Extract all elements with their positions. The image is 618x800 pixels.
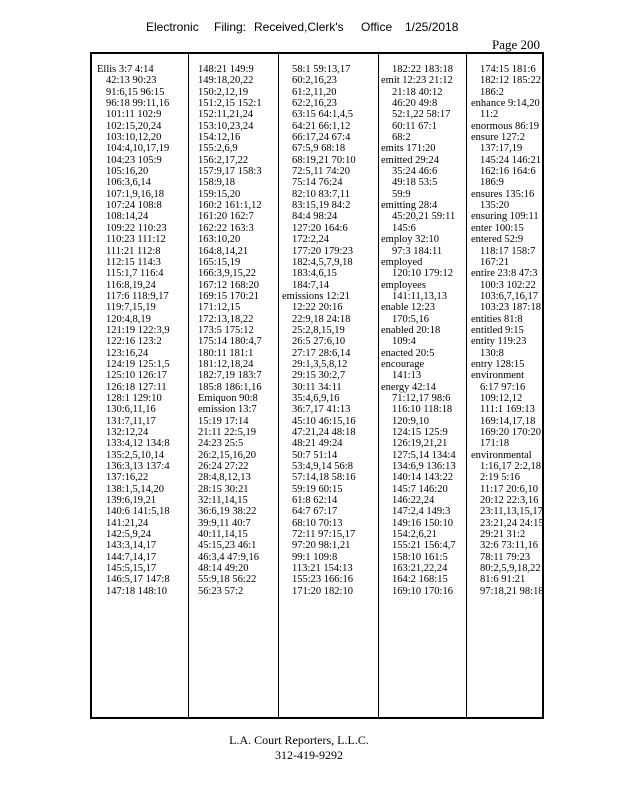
index-entry-line: 163:21,22,24	[392, 563, 448, 575]
index-entry-line: 29:1,3,5,8,12	[292, 358, 348, 370]
index-entry-line: 111:1 169:13	[480, 404, 535, 416]
index-term: entity 119:23	[471, 336, 527, 348]
index-entry-line: 107:24 108:8	[106, 200, 162, 212]
index-entry-line: 48:21 49:24	[292, 438, 343, 450]
index-entry-line: 184:7,14	[292, 279, 330, 291]
index-entry-line: 75:14 76:24	[292, 177, 343, 189]
index-entry-line: 126:18 127:11	[106, 381, 167, 393]
index-term: emission 13:7	[198, 404, 257, 416]
index-entry-line: 161:20 162:7	[198, 211, 254, 223]
index-entry-line: 117:6 118:9,17	[106, 290, 169, 302]
index-entry-line: 99:1 109:8	[292, 551, 338, 563]
index-column-2	[188, 54, 278, 717]
index-entry-line: 160:2 161:1,12	[198, 200, 262, 212]
index-term: enabled 20:18	[381, 324, 441, 336]
index-entry-line: 53:4,9,14 56:8	[292, 461, 353, 473]
index-entry-line: 154:12,16	[198, 132, 241, 144]
index-entry-line: 21:11 22:5,19	[198, 427, 256, 438]
index-entry-line: 111:21 112:8	[106, 245, 161, 257]
index-entry-line: 144:7,14,17	[106, 551, 157, 563]
index-entry-line: 174:15 181:6	[480, 64, 536, 75]
index-entry-line: 155:2,6,9	[198, 143, 238, 155]
index-entry-line: 109:12,12	[480, 392, 523, 404]
index-entry-line: 169:15 170:21	[198, 290, 259, 302]
index-entry-line: 141:11,13,13	[392, 290, 448, 302]
index-entry-line: 110:23 111:12	[106, 234, 166, 246]
index-entry-line: 26:24 27:22	[198, 461, 249, 473]
index-entry-line: 186:9	[480, 177, 504, 189]
index-entry-line: 68:10 70:13	[292, 517, 343, 529]
index-entry-line: 182:4,5,7,9,18	[292, 256, 353, 268]
index-entry-line: 68:19,21 70:10	[292, 154, 356, 166]
index-entry-line: 82:10 83:7,11	[292, 188, 350, 200]
index-entry-line: 169:20 170:20	[480, 427, 541, 438]
index-entry-line: 167:21	[480, 256, 510, 268]
index-entry-line: 173:5 175:12	[198, 324, 254, 336]
index-entry-line: 146:5,17 147:8	[106, 574, 170, 586]
index-entry-line: 185:8 186:1,16	[198, 381, 262, 393]
index-entry-line: 36:6,19 38:22	[198, 506, 257, 518]
index-entry-line: 135:20	[480, 200, 510, 212]
index-entry-line: 142:5,9,24	[106, 529, 151, 541]
index-entry-line: 26:2,15,16,20	[198, 449, 257, 461]
index-entry-line: 55:9,18 56:22	[198, 574, 257, 586]
index-entry-line: 157:9,17 158:3	[198, 166, 262, 178]
index-entry-line: 103:23 187:18	[480, 302, 541, 314]
index-entry-line: 124:15 125:9	[392, 427, 448, 438]
index-entry-line: 183:4,6,15	[292, 268, 337, 280]
header-received: Received,Clerk's	[254, 20, 344, 34]
index-term: environment	[471, 370, 525, 382]
index-entry-line: 40:11,14,15	[198, 529, 248, 541]
index-entry-line: 26:5 27:6,10	[292, 336, 346, 348]
index-term: ensuring 109:11	[471, 211, 539, 223]
index-entry-line: 120:9,10	[392, 415, 430, 427]
page-number: Page 200	[492, 37, 541, 52]
index-entry-line: 138:1,5,14,20	[106, 483, 165, 495]
index-entry-line: 61:8 62:14	[292, 495, 338, 507]
header-office: Office	[361, 20, 393, 34]
index-entry-line: 60:2,16,23	[292, 75, 337, 87]
index-term: Emiquon 90:8	[198, 392, 258, 404]
index-entry-line: 83:15,19 84:2	[292, 200, 351, 212]
index-entry-line: 115:1,7 116:4	[106, 268, 164, 280]
index-entry-line: 181:12,18,24	[198, 358, 254, 370]
index-entry-line: 182:22 183:18	[392, 64, 453, 75]
index-entry-line: 104:23 105:9	[106, 154, 162, 166]
index-entry-line: 123:16,24	[106, 347, 149, 359]
index-entry-line: 48:14 49:20	[198, 563, 249, 575]
index-entry-line: 11:17 20:6,10	[480, 483, 538, 495]
index-term: enormous 86:19	[471, 120, 539, 132]
index-entry-line: 23:21,24 24:15	[480, 517, 544, 529]
column-2-lines	[188, 64, 278, 597]
index-entry-line: 97:20 98:1,21	[292, 540, 351, 552]
index-entry-line: 169:14,17,18	[480, 415, 536, 427]
index-term: energy 42:14	[381, 381, 436, 393]
index-entry-line: 169:10 170:16	[392, 585, 453, 597]
index-entry-line: 20:12 22:3,16	[480, 495, 539, 507]
index-entry-line: 59:19 60:15	[292, 483, 343, 495]
index-entry-line: 57:14,18 58:16	[292, 472, 356, 484]
index-term: enter 100:15	[471, 222, 524, 234]
index-entry-line: 120:4,8,19	[106, 313, 151, 325]
index-entry-line: 50:7 51:14	[292, 449, 338, 461]
index-entry-line: 150:2,12,19	[198, 86, 249, 98]
index-entry-line: 30:11 34:11	[292, 381, 342, 393]
index-term: ensure 127:2	[471, 132, 525, 144]
index-entry-line: 177:20 179:23	[292, 245, 353, 257]
index-entry-line: 32:6 73:11,16	[480, 540, 538, 552]
index-entry-line: 137:17,19	[480, 143, 523, 155]
index-term: employees	[381, 279, 426, 291]
header-date: 1/25/2018	[405, 20, 459, 34]
index-entry-line: 182:7,19 183:7	[198, 370, 262, 382]
index-entry-line: 140:14 143:22	[392, 472, 453, 484]
index-entry-line: 108:14,24	[106, 211, 149, 223]
index-entry-line: 133:4,12 134:8	[106, 438, 170, 450]
index-entry-line: 170:5,16	[392, 313, 430, 325]
index-entry-line: 145:7 146:20	[392, 483, 448, 495]
filing-header	[0, 20, 618, 36]
index-entry-line: 28:15 30:21	[198, 483, 249, 495]
index-entry-line: 109:4	[392, 336, 416, 348]
index-entry-line: 151:2,15 152:1	[198, 98, 262, 110]
index-entry-line: 116:10 118:18	[392, 404, 453, 416]
index-entry-line: 72:5,11 74:20	[292, 166, 350, 178]
index-entry-line: 132:12,24	[106, 427, 149, 438]
index-entry-line: 6:17 97:16	[480, 381, 526, 393]
index-entry-line: 81:6 91:21	[480, 574, 526, 586]
index-entry-line: 80:2,5,9,18,22	[480, 563, 541, 575]
index-entry-line: 97:18,21 98:18	[480, 585, 544, 597]
index-term: emitted 29:24	[381, 154, 440, 166]
footer-phone: 312-419-9292	[275, 748, 343, 762]
column-4-lines	[378, 64, 466, 597]
index-entry-line: 23:11,13,15,17	[480, 506, 543, 518]
index-entry-line: 100:3 102:22	[480, 279, 536, 291]
index-entry-line: 84:4 98:24	[292, 211, 338, 223]
index-entry-line: 101:11 102:9	[106, 109, 162, 121]
index-term: Ellis 3:7 4:14	[97, 64, 154, 75]
index-term: emissions 12:21	[282, 290, 350, 302]
index-entry-line: 11:2	[480, 109, 499, 121]
index-entry-line: 64:21 66:1,12	[292, 120, 351, 132]
index-entry-line: 36:7,17 41:13	[292, 404, 351, 416]
index-entry-line: 104:4,10,17,19	[106, 143, 170, 155]
index-entry-line: 166:3,9,15,22	[198, 268, 257, 280]
index-entry-line: 67:5,9 68:18	[292, 143, 346, 155]
index-term: entitled 9:15	[471, 324, 524, 336]
index-column-5	[466, 54, 544, 717]
index-entry-line: 29:15 30:2,7	[292, 370, 346, 382]
index-entry-line: 49:18 53:5	[392, 177, 438, 189]
index-entry-line: 106:3,6,14	[106, 177, 151, 189]
index-entry-line: 186:2	[480, 86, 504, 98]
index-entry-line: 118:17 158:7	[480, 245, 536, 257]
index-entry-line: 139:6,19,21	[106, 495, 157, 507]
index-entry-line: 154:2,6,21	[392, 529, 437, 541]
index-entry-line: 102:15,20,24	[106, 120, 162, 132]
index-term: employ 32:10	[381, 234, 440, 246]
index-entry-line: 91:6,15 96:15	[106, 86, 165, 98]
index-entry-line: 56:23 57:2	[198, 585, 244, 597]
index-entry-line: 141:13	[392, 370, 422, 382]
index-entry-line: 130:6,11,16	[106, 404, 156, 416]
index-entry-line: 63:15 64:1,4,5	[292, 109, 353, 121]
index-entry-line: 158:10 161:5	[392, 551, 448, 563]
index-entry-line: 175:14 180:4,7	[198, 336, 262, 348]
footer-company: L.A. Court Reporters, L.L.C.	[229, 733, 369, 747]
index-entry-line: 141:21,24	[106, 517, 149, 529]
index-term: entered 52:9	[471, 234, 524, 246]
index-term: enhance 9:14,20	[471, 98, 540, 110]
index-entry-line: 127:5,14 134:4	[392, 449, 456, 461]
index-term: encourage	[381, 358, 425, 370]
index-entry-line: 134:6,9 136:13	[392, 461, 456, 473]
index-entry-line: 39:9,11 40:7	[198, 517, 251, 529]
index-entry-line: 72:11 97:15,17	[292, 529, 356, 541]
index-entry-line: 171:20 182:10	[292, 585, 353, 597]
index-entry-line: 46:3,4 47:9,16	[198, 551, 259, 563]
index-entry-line: 64:7 67:17	[292, 506, 338, 518]
index-entry-line: 96:18 99:11,16	[106, 98, 170, 110]
index-entry-line: 164:8,14,21	[198, 245, 249, 257]
index-entry-line: 128:1 129:10	[106, 392, 162, 404]
index-entry-line: 147:2,4 149:3	[392, 506, 451, 518]
index-entry-line: 127:20 164:6	[292, 222, 348, 234]
index-term: enable 12:23	[381, 302, 435, 314]
index-entry-line: 27:17 28:6,14	[292, 347, 351, 359]
index-entry-line: 145:24 146:21	[480, 154, 541, 166]
index-term: environmental	[471, 449, 532, 461]
index-entry-line: 71:12,17 98:6	[392, 392, 451, 404]
index-entry-line: 2:19 5:16	[480, 472, 520, 484]
index-term: entire 23:8 47:3	[471, 268, 538, 280]
index-entry-line: 25:2,8,15,19	[292, 324, 345, 336]
index-entry-line: 147:18 148:10	[106, 585, 167, 597]
index-entry-line: 152:11,21,24	[198, 109, 254, 121]
index-entry-line: 66:17,24 67:4	[292, 132, 351, 144]
index-entry-line: 47:21,24 48:18	[292, 427, 356, 438]
index-column-1	[92, 54, 188, 717]
index-entry-line: 15:19 17:14	[198, 415, 249, 427]
index-entry-line: 145:5,15,17	[106, 563, 157, 575]
index-entry-line: 45:10 46:15,16	[292, 415, 356, 427]
index-term: emitting 28:4	[381, 200, 438, 212]
index-entry-line: 135:2,5,10,14	[106, 449, 165, 461]
index-entry-line: 52:1,22 58:17	[392, 109, 451, 121]
index-entry-line: 158:9,18	[198, 177, 236, 189]
index-entry-line: 167:12 168:20	[198, 279, 259, 291]
index-entry-line: 155:21 156:4,7	[392, 540, 456, 552]
index-entry-line: 124:19 125:1,5	[106, 358, 170, 370]
index-column-3	[278, 54, 378, 717]
column-5-lines	[466, 64, 544, 597]
index-entry-line: 12:22 20:16	[292, 302, 343, 314]
index-entry-line: 143:3,14,17	[106, 540, 157, 552]
index-entry-line: 24:23 25:5	[198, 438, 244, 450]
index-entry-line: 78:11 79:23	[480, 551, 531, 563]
index-entry-line: 29:21 31:2	[480, 529, 526, 541]
index-entry-line: 103:10,12,20	[106, 132, 162, 144]
index-term: enacted 20:5	[381, 347, 435, 359]
index-entry-line: 156:2,17,22	[198, 154, 249, 166]
index-term: entry 128:15	[471, 358, 525, 370]
index-term: ensures 135:16	[471, 188, 535, 200]
index-entry-line: 130:8	[480, 347, 504, 359]
index-entry-line: 146:22,24	[392, 495, 435, 507]
index-entry-line: 109:22 110:23	[106, 222, 167, 234]
index-entry-line: 1:16,17 2:2,18	[480, 461, 541, 473]
index-entry-line: 119:7,15,19	[106, 302, 156, 314]
index-entry-line: 105:16,20	[106, 166, 149, 178]
index-entry-line: 120:10 179:12	[392, 268, 453, 280]
index-entry-line: 155:23 166:16	[292, 574, 353, 586]
word-index-table	[90, 52, 544, 719]
index-entry-line: 164:2 168:15	[392, 574, 448, 586]
index-entry-line: 21:18 40:12	[392, 86, 443, 98]
index-entry-line: 137:16,22	[106, 472, 149, 484]
index-entry-line: 28:4,8,12,13	[198, 472, 251, 484]
index-entry-line: 68:2	[392, 132, 411, 144]
index-entry-line: 122:16 123:2	[106, 336, 162, 348]
index-term: emits 171:20	[381, 143, 436, 155]
index-entry-line: 125:10 126:17	[106, 370, 167, 382]
index-entry-line: 59:9	[392, 188, 411, 200]
index-term: emit 12:23 21:12	[381, 75, 453, 87]
header-electronic: Electronic	[146, 20, 199, 34]
index-entry-line: 182:12 185:22	[480, 75, 541, 87]
index-entry-line: 113:21 154:13	[292, 563, 353, 575]
index-entry-line: 172:2,24	[292, 234, 330, 246]
index-entry-line: 159:15,20	[198, 188, 241, 200]
index-entry-line: 140:6 141:5,18	[106, 506, 170, 518]
index-entry-line: 46:20 49:8	[392, 98, 438, 110]
index-entry-line: 61:2,11,20	[292, 86, 337, 98]
index-entry-line: 32:11,14,15	[198, 495, 248, 507]
index-entry-line: 42:13 90:23	[106, 75, 157, 87]
index-entry-line: 45:20,21 59:11	[392, 211, 456, 223]
column-3-lines	[278, 64, 378, 597]
index-entry-line: 149:18,20,22	[198, 75, 254, 87]
index-entry-line: 131:7,11,17	[106, 415, 156, 427]
index-entry-line: 45:15,23 46:1	[198, 540, 257, 552]
index-entry-line: 162:22 163:3	[198, 222, 254, 234]
index-entry-line: 103:6,7,16,17	[480, 290, 539, 302]
index-entry-line: 171:12,15	[198, 302, 241, 314]
index-entry-line: 148:21 149:9	[198, 64, 254, 75]
index-entry-line: 153:10,23,24	[198, 120, 254, 132]
index-entry-line: 172:13,18,22	[198, 313, 254, 325]
index-entry-line: 60:11 67:1	[392, 120, 437, 132]
index-column-4	[378, 54, 466, 717]
index-entry-line: 145:6	[392, 222, 416, 234]
index-entry-line: 107:1,9,16,18	[106, 188, 165, 200]
index-entry-line: 97:3 184:11	[392, 245, 443, 257]
index-entry-line: 22:9,18 24:18	[292, 313, 351, 325]
index-entry-line: 149:16 150:10	[392, 517, 453, 529]
index-entry-line: 121:19 122:3,9	[106, 324, 170, 336]
index-entry-line: 180:11 181:1	[198, 347, 254, 359]
index-entry-line: 58:1 59:13,17	[292, 64, 351, 75]
index-entry-line: 126:19,21,21	[392, 438, 448, 450]
index-term: entities 81:8	[471, 313, 523, 325]
index-entry-line: 116:8,19,24	[106, 279, 156, 291]
header-filing: Filing:	[214, 20, 247, 34]
index-entry-line: 165:15,19	[198, 256, 241, 268]
index-entry-line: 35:24 46:6	[392, 166, 438, 178]
index-entry-line: 162:16 164:6	[480, 166, 536, 178]
column-1-lines	[92, 64, 188, 597]
index-term: employed	[381, 256, 423, 268]
index-entry-line: 35:4,6,9,16	[292, 392, 340, 404]
index-entry-line: 112:15 114:3	[106, 256, 161, 268]
index-entry-line: 62:2,16,23	[292, 98, 337, 110]
index-entry-line: 163:10,20	[198, 234, 241, 246]
index-entry-line: 136:3,13 137:4	[106, 461, 170, 473]
index-entry-line: 171:18	[480, 438, 510, 450]
